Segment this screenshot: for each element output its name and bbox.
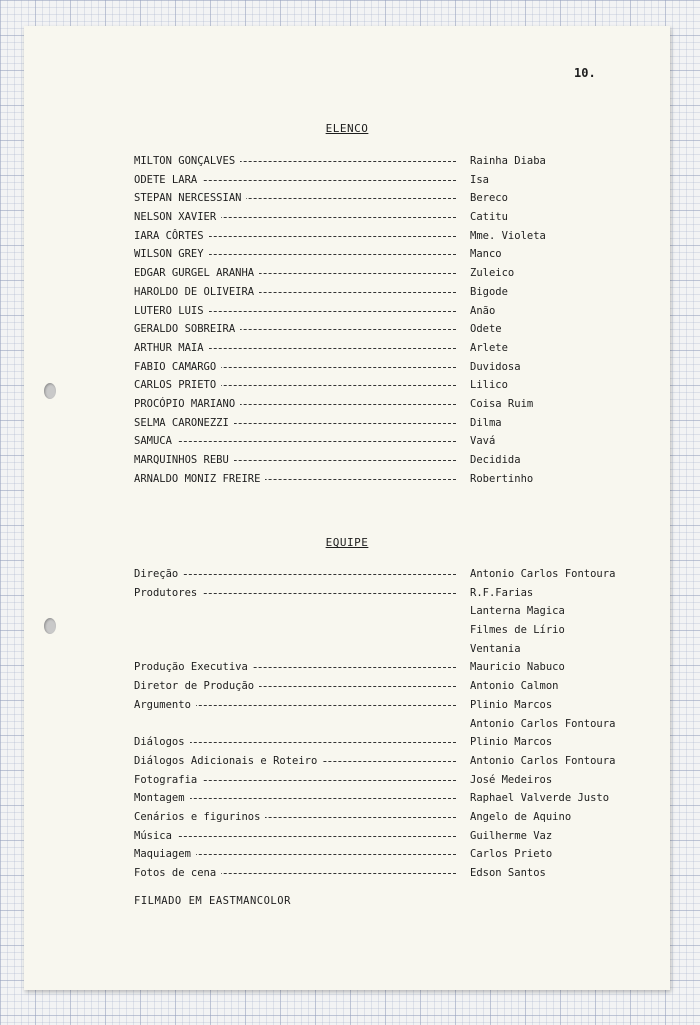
entry-label-with-leader [134,771,456,790]
crew-row [134,789,644,808]
punch-hole-bottom [44,618,56,634]
entry-label-with-leader [134,677,456,696]
character-name: Coisa Ruim [470,397,534,410]
crew-member: Antonio Carlos Fontoura [470,717,616,730]
character-name: Rainha Diaba [470,155,546,167]
footer-note: FILMADO EM EASTMANCOLOR [134,895,291,907]
cast-row [134,339,644,358]
crew-member: Raphael Valverde Justo [470,792,610,805]
cast-row [134,320,644,339]
dotted-leader [134,836,456,837]
crew-row [134,752,644,771]
entry-label-with-leader [134,565,456,584]
entry-label-with-leader [134,864,456,883]
crew-row [134,584,644,603]
actor-name: ODETE LARA [134,174,202,186]
crew-row [134,771,644,790]
crew-function: Cenários e figurinos [134,811,265,823]
entry-label-with-leader [134,283,456,302]
crew-row [134,658,644,677]
actor-name: NELSON XAVIER [134,211,221,223]
crew-function: Diretor de Produção [134,680,259,692]
crew-member: Edson Santos [470,867,546,879]
crew-member: Antonio Carlos Fontoura [470,568,616,580]
cast-row [134,189,644,208]
cast-row [134,376,644,395]
actor-name: EDGAR GURGEL ARANHA [134,267,259,279]
actor-name: MILTON GONÇALVES [134,155,240,167]
entry-label-with-leader [134,845,456,864]
crew-row [134,845,644,864]
cast-row [134,208,644,227]
actor-name: SELMA CARONEZZI [134,417,234,429]
character-name: Bigode [470,285,508,298]
cast-row [134,152,644,171]
actor-name: FABIO CAMARGO [134,361,221,373]
crew-function: Diálogos Adicionais e Roteiro [134,755,322,767]
entry-label-with-leader [134,395,456,414]
crew-function: Argumento [134,699,196,711]
actor-name: ARNALDO MONIZ FREIRE [134,473,265,485]
entry-label-with-leader [134,584,456,603]
crew-row [134,733,644,752]
character-name: Vavá [470,435,496,448]
character-name: Catitu [470,211,508,224]
character-name: Decidida [470,454,521,466]
actor-name: GERALDO SOBREIRA [134,323,240,335]
character-name: Zuleico [470,267,515,280]
crew-list [134,565,644,883]
actor-name: LUTERO LUIS [134,305,209,317]
actor-name: IARA CÔRTES [134,230,209,242]
crew-member: R.F.Farias [470,586,534,599]
actor-name: SAMUCA [134,435,177,447]
entry-label-with-leader [134,658,456,677]
crew-function: Montagem [134,792,190,804]
entry-label-with-leader [134,227,456,246]
crew-member: Angelo de Aquino [470,810,572,823]
crew-member: José Medeiros [470,773,553,786]
entry-label-with-leader [134,264,456,283]
crew-function: Diálogos [134,736,190,748]
crew-function: Fotos de cena [134,867,221,879]
actor-name: MARQUINHOS REBU [134,454,234,466]
punch-hole-top [44,383,56,399]
crew-row [134,696,644,715]
crew-row [134,827,644,846]
cast-heading: ELENCO [325,122,369,135]
crew-row [134,602,644,621]
character-name: Anão [470,304,496,317]
actor-name: CARLOS PRIETO [134,379,221,391]
crew-member: Antonio Calmon [470,680,559,693]
crew-row [134,565,644,584]
character-name: Manco [470,248,502,261]
character-name: Bereco [470,192,508,205]
character-name: Mme. Violeta [470,229,546,242]
actor-name: ARTHUR MAIA [134,342,209,354]
cast-row [134,302,644,321]
crew-function: Direção [134,568,183,580]
entry-label-with-leader [134,414,456,433]
crew-row [134,715,644,734]
actor-name: PROCÓPIO MARIANO [134,398,240,410]
entry-label-with-leader [134,451,456,470]
entry-label-with-leader [134,470,456,489]
entry-label-with-leader [134,208,456,227]
entry-label-with-leader [134,152,456,171]
crew-member: Lanterna Magica [470,605,565,618]
crew-function: Produção Executiva [134,661,253,673]
actor-name: WILSON GREY [134,248,209,260]
cast-row [134,395,644,414]
actor-name: HAROLDO DE OLIVEIRA [134,286,259,298]
character-name: Arlete [470,341,508,354]
entry-label-with-leader [134,827,456,846]
character-name: Dilma [470,416,502,429]
character-name: Robertinho [470,472,534,485]
entry-label-with-leader [134,789,456,808]
entry-label-with-leader [134,432,456,451]
crew-member: Filmes de Lírio [470,624,565,637]
character-name: Odete [470,323,502,336]
cast-row [134,171,644,190]
cast-row [134,414,644,433]
entry-label-with-leader [134,808,456,827]
crew-row [134,640,644,659]
crew-member: Plinio Marcos [470,698,553,711]
entry-label-with-leader [134,376,456,395]
character-name: Lilico [470,379,508,392]
entry-label-with-leader [134,302,456,321]
crew-member: Mauricio Nabuco [470,661,565,674]
entry-label-with-leader [134,733,456,752]
character-name: Duvidosa [470,360,521,373]
crew-function: Fotografia [134,774,202,786]
crew-row [134,621,644,640]
entry-label-with-leader [134,358,456,377]
entry-label-with-leader [134,171,456,190]
crew-member: Ventania [470,642,521,655]
entry-label-with-leader [134,696,456,715]
crew-member: Guilherme Vaz [470,829,553,842]
cast-row [134,283,644,302]
crew-member: Plinio Marcos [470,736,553,749]
cast-row [134,470,644,489]
crew-function: Produtores [134,587,202,599]
cast-row [134,451,644,470]
cast-row [134,264,644,283]
entry-label-with-leader [134,245,456,264]
crew-heading: EQUIPE [325,536,369,549]
crew-function: Música [134,830,177,842]
entry-label-with-leader [134,320,456,339]
entry-label-with-leader [134,339,456,358]
crew-member: Carlos Prieto [470,848,553,861]
actor-name: STEPAN NERCESSIAN [134,192,246,204]
character-name: Isa [470,173,489,186]
crew-function: Maquiagem [134,848,196,860]
dotted-leader [134,441,456,442]
crew-row [134,864,644,883]
crew-row [134,808,644,827]
cast-list [134,152,644,488]
entry-label-with-leader [134,189,456,208]
page-number: 10. [574,66,596,80]
crew-member: Antonio Carlos Fontoura [470,754,616,767]
cast-row [134,358,644,377]
cast-row [134,227,644,246]
crew-row [134,677,644,696]
cast-row [134,432,644,451]
cast-row [134,245,644,264]
entry-label-with-leader [134,752,456,771]
document-page [24,26,670,990]
